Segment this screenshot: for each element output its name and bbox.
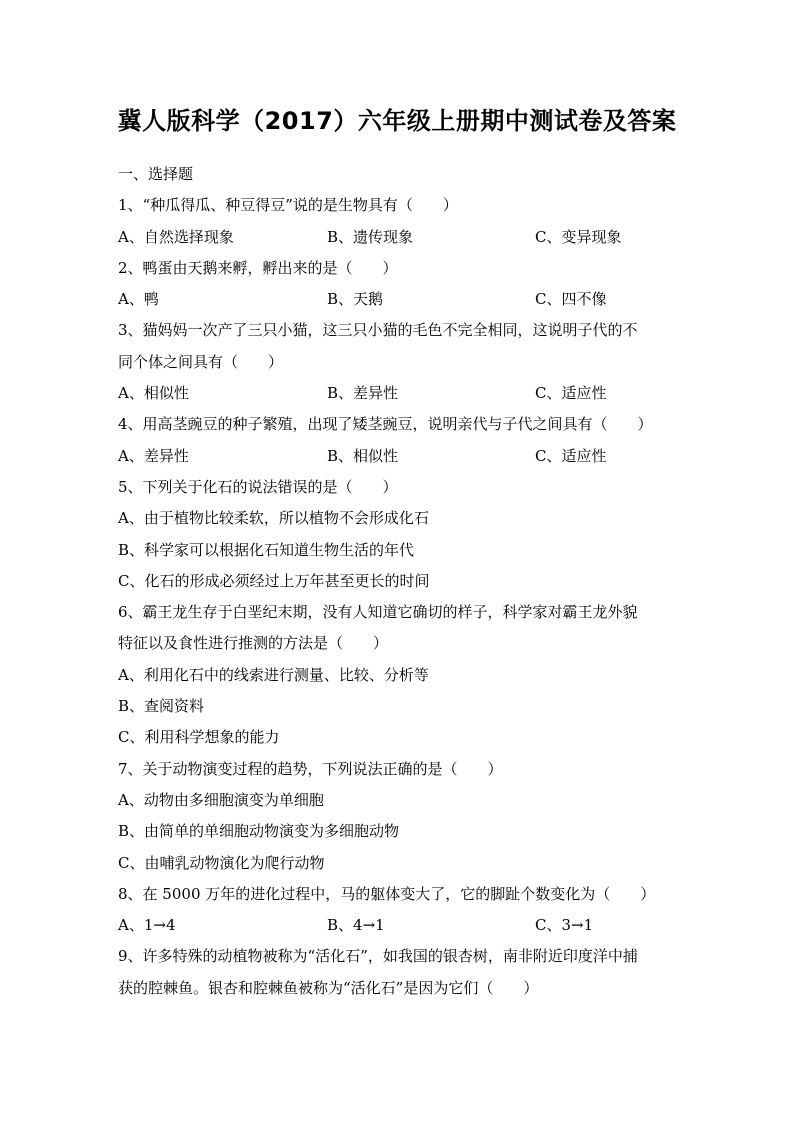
option-a: A、1→4 xyxy=(118,916,176,935)
question-stem: 2、鸭蛋由天鹅来孵，孵出来的是（ ） xyxy=(118,258,398,277)
question-stem: 1、“种瓜得瓜、种豆得豆”说的是生物具有（ ） xyxy=(118,196,458,215)
option-a: A、动物由多细胞演变为单细胞 xyxy=(118,790,324,809)
option-a: A、自然选择现象 xyxy=(118,227,234,246)
option-c: C、变异现象 xyxy=(535,227,622,246)
option-c: C、适应性 xyxy=(535,384,607,403)
option-b: B、4→1 xyxy=(327,916,385,935)
option-b: B、遗传现象 xyxy=(327,227,414,246)
option-b: B、相似性 xyxy=(327,446,399,465)
options-row xyxy=(118,378,688,409)
options-row xyxy=(118,441,688,472)
section-heading: 一、选择题 xyxy=(118,165,194,183)
options-row xyxy=(118,910,688,941)
option-c: C、适应性 xyxy=(535,446,607,465)
options-row xyxy=(118,284,688,315)
option-c: C、四不像 xyxy=(535,290,607,309)
option-b: B、天鹅 xyxy=(327,290,384,309)
option-c: C、3→1 xyxy=(535,916,594,935)
option-a: A、差异性 xyxy=(118,446,189,465)
question-stem: 7、关于动物演变过程的趋势，下列说法正确的是（ ） xyxy=(118,759,503,778)
question-stem: 3、猫妈妈一次产了三只小猫，这三只小猫的毛色不完全相同，这说明子代的不 xyxy=(118,321,638,340)
option-c: C、利用科学想象的能力 xyxy=(118,728,280,747)
question-stem: 4、用高茎豌豆的种子繁殖，出现了矮茎豌豆，说明亲代与子代之间具有（ ） xyxy=(118,415,653,434)
question-stem: 6、霸王龙生存于白垩纪末期，没有人知道它确切的样子，科学家对霸王龙外貌 xyxy=(118,603,638,622)
option-b: B、差异性 xyxy=(327,384,399,403)
question-stem: 8、在 5000 万年的进化过程中，马的躯体变大了，它的脚趾个数变化为（ ） xyxy=(118,884,656,903)
option-b: B、查阅资料 xyxy=(118,697,205,716)
exam-content xyxy=(118,159,688,1004)
question-stem: 5、下列关于化石的说法错误的是（ ） xyxy=(118,477,398,496)
option-b: B、科学家可以根据化石知道生物生活的年代 xyxy=(118,540,415,559)
question-stem-continued: 同个体之间具有（ ） xyxy=(118,352,284,371)
question-stem: 9、许多特殊的动植物被称为“活化石”，如我国的银杏树，南非附近印度洋中捕 xyxy=(118,947,638,966)
question-stem-continued: 特征以及食性进行推测的方法是（ ） xyxy=(118,634,389,653)
options-row xyxy=(118,222,688,253)
option-a: A、鸭 xyxy=(118,290,159,309)
question-stem-continued: 获的腔棘鱼。银杏和腔棘鱼被称为“活化石”是因为它们（ ） xyxy=(118,978,539,997)
page-title: 冀人版科学（2017）六年级上册期中测试卷及答案 xyxy=(117,107,677,135)
option-b: B、由简单的单细胞动物演变为多细胞动物 xyxy=(118,822,400,841)
option-a: A、由于植物比较柔软，所以植物不会形成化石 xyxy=(118,509,429,528)
option-c: C、由哺乳动物演化为爬行动物 xyxy=(118,853,325,872)
option-a: A、相似性 xyxy=(118,384,189,403)
option-c: C、化石的形成必须经过上万年甚至更长的时间 xyxy=(118,571,430,590)
option-a: A、利用化石中的线索进行测量、比较、分析等 xyxy=(118,665,429,684)
